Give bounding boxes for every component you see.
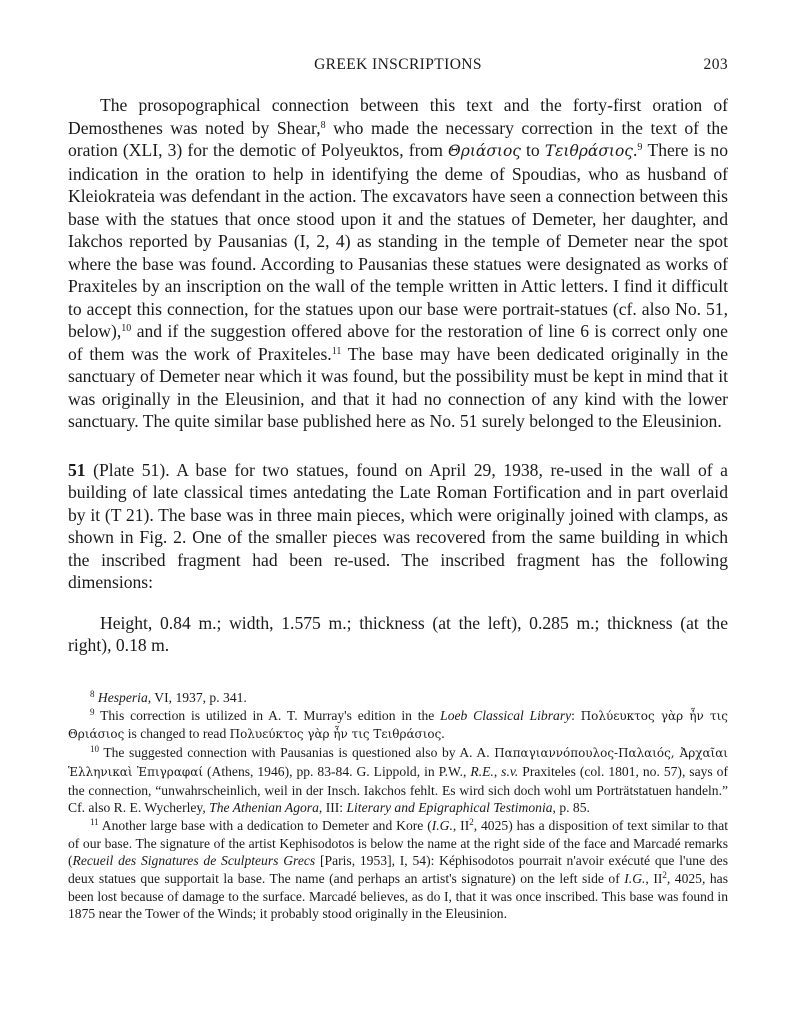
- footnote-ref-8: 8: [320, 119, 326, 131]
- text-run: [Paris, 1953], I, 54): Képhisodotos pourrait n'avoir exécuté que l'une des deux statues que supportait la base. The name (and perhaps an artist's signature) on the left side of: [68, 853, 728, 887]
- text-run: .: [632, 140, 638, 160]
- italic-run: Recueil des Signatures de Sculpteurs Grecs: [72, 853, 316, 869]
- text-run: , II: [645, 871, 663, 887]
- footnotes: [68, 689, 728, 923]
- footnote-mark: 10: [90, 744, 99, 755]
- page-number: 203: [703, 56, 728, 73]
- text-run: is changed to read: [124, 726, 230, 742]
- italic-run: Literary and Epigraphical Testimonia: [346, 800, 553, 816]
- footnote-ref-11: 11: [331, 345, 342, 357]
- greek-word: Τειθράσιος: [544, 142, 633, 160]
- text-run: , II: [452, 817, 470, 833]
- text-run: (Athens, 1946), pp. 83-84. G. Lippold, in P.W.,: [203, 763, 471, 779]
- footnote-mark: 8: [90, 689, 95, 699]
- footnote-9: [68, 707, 728, 744]
- main-text: [68, 94, 728, 657]
- text-run: Praxiteles (col. 1801, no. 57), says of the connection, “unwahrscheinlich, weil in der Insch. Iakchos fehlt. Es wird sich doch wohl um Porträtstatuen handeln.” Cf. also R. E. Wycherley,: [68, 763, 728, 816]
- running-head: [68, 56, 728, 78]
- greek-word: Θριάσιος: [448, 142, 521, 160]
- text-run: to: [520, 140, 545, 160]
- footnote-mark: 11: [90, 816, 99, 827]
- footnote-ref-10: 10: [121, 323, 132, 334]
- entry-text: (Plate 51). A base for two statues, found on April 29, 1938, re-used in the wall of a building of late classical times antedating the Late Roman Fortification and in part overlaid by it (T 21). The base was in three main pieces, which were originally joined with clamps, as shown in Fig. 2. One of the smaller pieces was recovered from the same building in which the inscribed fragment had been re-used. The inscribed fragment has the following dimensions:: [68, 459, 728, 592]
- dimensions: Height, 0.84 m.; width, 1.575 m.; thickness (at the left), 0.285 m.; thickness (at the right), 0.18 m.: [68, 612, 728, 655]
- running-title: GREEK INSCRIPTIONS: [314, 56, 482, 73]
- superscript: 2: [662, 870, 667, 881]
- text-run: .: [441, 726, 445, 742]
- footnote-mark: 9: [90, 706, 95, 717]
- text-run: , p. 85.: [552, 800, 590, 816]
- greek-phrase: Πολυεύκτος γὰρ ἦν τις Τειθράσιος: [229, 727, 442, 742]
- text-run: , 4025) has a disposition of text similar to that of our base. The signature of the artist Kephisodotos is below the name at the right side of the face and Marcadé remarks (: [68, 817, 728, 869]
- text-run: ,: [493, 763, 502, 779]
- entry-51: [68, 459, 728, 594]
- footnote-ref-9: 9: [637, 142, 643, 153]
- italic-run: I.G.: [431, 817, 453, 833]
- italic-run: The Athenian Agora: [209, 800, 319, 816]
- text-run: This correction is utilized in A. T. Murray's edition in the: [94, 707, 441, 723]
- footnote-11: [68, 817, 728, 923]
- text-run: , 4025, has been lost because of damage to the surface. Marcadé believes, as do I, that it was once inscribed. This base was found in 1875 near the Tower of the Winds; it probably stood originally in the Eleusinion.: [68, 871, 729, 922]
- footnote-10: [68, 744, 728, 817]
- footnote-8: [68, 689, 728, 707]
- text-run: who made the necessary correction in the text of the oration (XLI, 3) for the demotic of Polyeuktos, from: [68, 117, 728, 160]
- entry-number: 51: [68, 459, 86, 480]
- text-run: , VI, 1937, p. 341.: [147, 690, 247, 705]
- text-run: There is no indication in the oration to help in identifying the deme of Spoudias, who as husband of Kleiokrateia was defendant in the action. The excavators have seen a connection between this base with the statues that once stood upon it and the statues of Demeter, her daughter, and Iakchos reported by Pausanias (I, 2, 4) as standing in the temple of Demeter near the spot where the base was found. According to Pausanias these statues were designated as works of Praxiteles by an inscription on the wall of the temple written in Attic letters. I find it difficult to accept this connection, for the statues upon our base were portrait-statues (cf. also No. 51, below),: [68, 140, 728, 341]
- italic-run: s.v.: [501, 763, 519, 779]
- text-run: Another large base with a dedication to Demeter and Kore (: [98, 817, 432, 833]
- paragraph-prosopography: [68, 94, 728, 433]
- superscript: 2: [469, 816, 474, 827]
- text-run: :: [571, 707, 581, 723]
- italic-run: R.E.: [470, 763, 494, 779]
- text-run: The prosopographical connection between this text and the forty-first oration of Demosthenes was noted by Shear,: [68, 95, 728, 138]
- greek-phrase: Πολύευκτος γὰρ ἦν τις Θριάσιος: [68, 708, 728, 742]
- text-run: and if the suggestion offered above for the restoration of line 6 is correct only one of them was the work of Praxiteles.: [68, 321, 728, 364]
- italic-run: Hesperia: [97, 690, 148, 705]
- text-run: The base may have been dedicated originally in the sanctuary of Demeter near which it was found, but the possibility must be kept in mind that it was originally in the Eleusinion, and that it had no connection of any kind with the lower sanctuary. The quite similar base published here as No. 51 surely belonged to the Eleusinion.: [68, 343, 729, 431]
- text-run: , III:: [318, 800, 347, 816]
- italic-run: Loeb Classical Library: [440, 707, 572, 723]
- greek-phrase: Παπαγιαννόπουλος-Παλαιός, Ἀρχαῖαι Ἑλληνικαὶ Ἐπιγραφαί: [68, 746, 728, 779]
- text-run: The suggested connection with Pausanias is questioned also by A. A.: [99, 745, 495, 761]
- italic-run: I.G.: [624, 871, 646, 887]
